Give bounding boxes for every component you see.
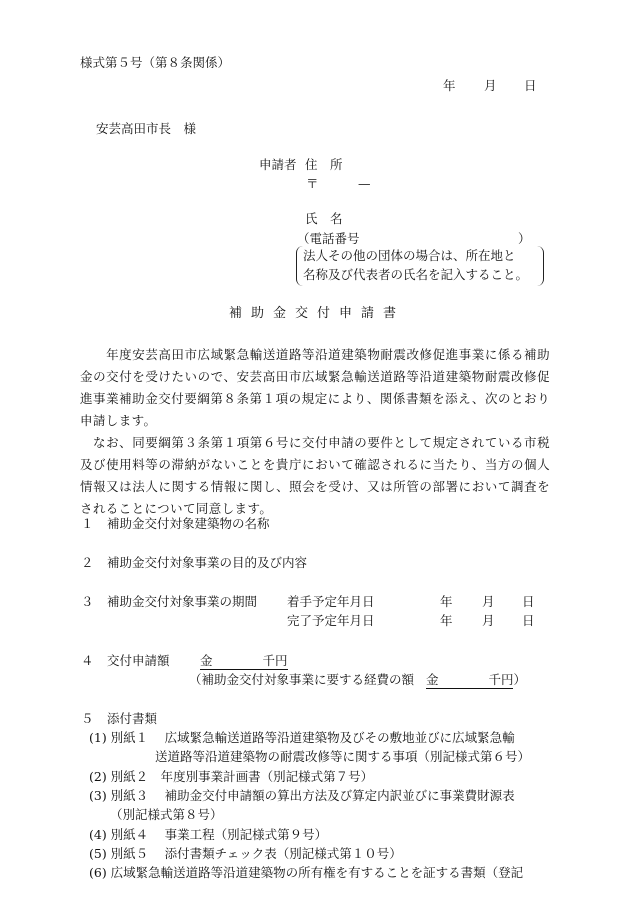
item-2-label: 補助金交付対象事業の目的及び内容: [107, 555, 308, 570]
eligible-cost-label: （補助金交付対象事業に要する経費の額: [189, 672, 415, 687]
eligible-cost-close: ）: [513, 672, 526, 687]
corporate-note: [296, 246, 544, 286]
phone-label: （電話番号: [297, 231, 360, 246]
start-year: 年: [440, 594, 453, 609]
name-label: 氏 名: [305, 211, 343, 226]
postal-dash: —: [358, 176, 371, 191]
start-date-label: 着手予定年月日: [287, 594, 375, 609]
document-title: 補助金交付申請書: [229, 306, 406, 321]
end-month: 月: [482, 613, 495, 628]
phone-close-paren: ）: [518, 231, 531, 246]
application-amount: [200, 655, 288, 670]
item-1-number: １: [81, 516, 94, 531]
eligible-cost-note: [189, 674, 526, 689]
item-3-number: ３: [81, 594, 94, 609]
attachment-3-line1: (3) 別紙３ 補助金交付申請額の算出方法及び算定内訳並びに事業費財源表: [89, 788, 515, 803]
item-5-label: 添付書類: [107, 711, 158, 726]
body-paragraph-1: 年度安芸高田市広域緊急輸送道路等沿道建築物耐震改修促進事業に係る補助金の交付を受けたいので、安芸高田市広域緊急輸送道路等沿道建築物耐震改修促進事業補助金交付要綱第８条第１項の規定により、関係書類を添え、次のとおり申請します。: [80, 347, 550, 428]
date-day-label: 日: [524, 78, 537, 93]
start-month: 月: [482, 594, 495, 609]
attachment-6: (6) 広域緊急輸送道路等沿道建築物の所有権を有することを証する書類（登記: [89, 865, 524, 880]
item-3-label: 補助金交付対象事業の期間: [107, 594, 258, 609]
item-2-number: ２: [81, 555, 94, 570]
attachment-1-line1: (1) 別紙１ 広域緊急輸送道路等沿道建築物及びその敷地並びに広域緊急輸: [89, 730, 515, 745]
attachment-2: (2) 別紙２ 年度別事業計画書（別記様式第７号）: [89, 769, 374, 784]
attachment-4: (4) 別紙４ 事業工程（別記様式第９号）: [89, 827, 328, 842]
end-day: 日: [522, 613, 535, 628]
postal-mark: 〒: [306, 176, 319, 191]
item-5-number: ５: [81, 711, 94, 726]
form-number: 様式第５号（第８条関係）: [80, 55, 231, 70]
item-1-label: 補助金交付対象建築物の名称: [107, 516, 270, 531]
addressee: 安芸高田市長 様: [96, 121, 197, 136]
attachment-5: (5) 別紙５ 添付書類チェック表（別記様式第１０号）: [89, 846, 402, 861]
item-4-label: 交付申請額: [107, 653, 170, 668]
item-4-number: ４: [81, 653, 94, 668]
corporate-note-line2: 名称及び代表者の氏名を記入すること。: [303, 267, 529, 282]
end-year: 年: [440, 613, 453, 628]
start-day: 日: [522, 594, 535, 609]
body-paragraph-2: なお、同要綱第３条第１項第６号に交付申請の要件として規定されている市税及び使用料等の滞納がないことを貴庁において確認されるに当たり、当方の個人情報又は法人に関する情報に関し、照会を受け、又は所管の部署において調査をされることについて同意します。: [80, 435, 550, 516]
attachment-3-line2: （別記様式第８号）: [110, 807, 223, 822]
date-month-label: 月: [484, 78, 497, 93]
date-year-label: 年: [443, 78, 456, 93]
attachment-1-line2: 送道路等沿道建築物の耐震改修等に関する事項（別記様式第６号）: [155, 749, 531, 764]
corporate-note-line1: 法人その他の団体の場合は、所在地と: [303, 248, 516, 263]
application-amount-value: 金 千円: [200, 653, 288, 668]
address-label: 住 所: [305, 157, 343, 172]
applicant-label: 申請者: [259, 157, 297, 172]
end-date-label: 完了予定年月日: [287, 613, 375, 628]
eligible-cost-amount: 金 千円: [425, 672, 514, 687]
